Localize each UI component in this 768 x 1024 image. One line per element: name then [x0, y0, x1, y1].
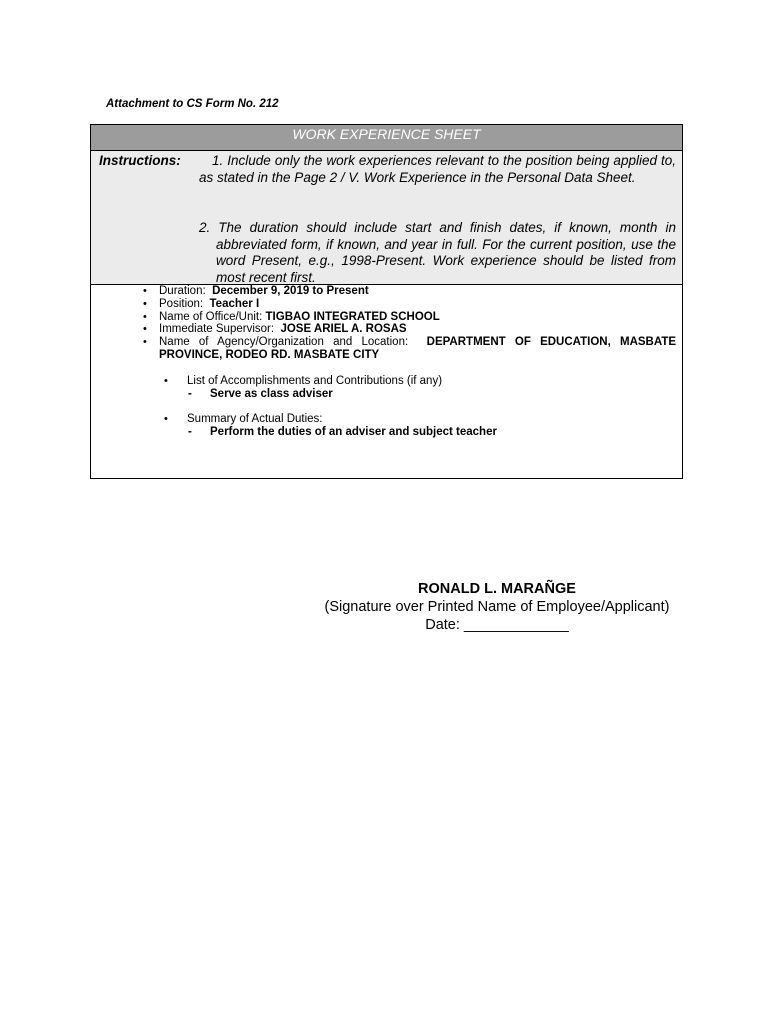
accomplishments-label: • List of Accomplishments and Contributions (if any) — [91, 375, 682, 388]
position-value: Teacher I — [209, 297, 260, 310]
instruction-2 — [199, 220, 676, 286]
position-item — [91, 298, 682, 311]
experience-details — [91, 285, 682, 439]
agency-item — [91, 336, 682, 362]
supervisor-value: JOSE ARIEL A. ROSAS — [280, 323, 407, 336]
details-list — [91, 285, 682, 362]
signatory-name: RONALD L. MARAÑGE — [418, 581, 576, 597]
agency-value: DEPARTMENT OF EDUCATION, MASBATE PROVINCE, RODEO RD. MASBATE CITY — [159, 336, 677, 361]
attachment-label: Attachment to CS Form No. 212 — [106, 98, 279, 110]
supervisor-label: Immediate Supervisor: — [159, 323, 275, 336]
instructions-section — [91, 151, 682, 285]
office-item — [91, 311, 682, 324]
work-experience-sheet — [90, 124, 683, 479]
supervisor-item — [91, 323, 682, 336]
accomplishments-section — [91, 375, 682, 401]
duration-label: Duration: — [159, 285, 206, 297]
accomplishments-item: - Serve as class adviser — [91, 388, 682, 401]
office-value: TIGBAO INTEGRATED SCHOOL — [265, 310, 440, 323]
office-label: Name of Office/Unit: — [159, 310, 263, 323]
duties-label: • Summary of Actual Duties: — [91, 413, 682, 426]
instruction-1: 1. Include only the work experiences relevant to the position being applied to, as stated in the Page 2 / V. Work Experience in the Personal Data Sheet. — [199, 153, 676, 185]
sheet-title: WORK EXPERIENCE SHEET — [91, 125, 682, 151]
duration-item — [91, 285, 682, 298]
date-field: Date: _____________ — [425, 617, 569, 633]
duties-section — [91, 413, 682, 439]
instruction-2-text: 2. The duration should include start and finish dates, if known, month in abbreviated form, if known, and year in full. For the current position, use the word Present, e.g., 1998-Present. Work experience should be listed from most recent first. — [199, 220, 676, 285]
instructions-label: Instructions: — [99, 153, 181, 168]
duties-item: - Perform the duties of an adviser and subject teacher — [91, 426, 682, 439]
signature-caption: (Signature over Printed Name of Employee/Applicant) — [324, 599, 670, 615]
position-label: Position: — [159, 297, 204, 310]
agency-label: Name of Agency/Organization and Location: — [159, 336, 409, 349]
duration-value: December 9, 2019 to Present — [212, 285, 369, 297]
